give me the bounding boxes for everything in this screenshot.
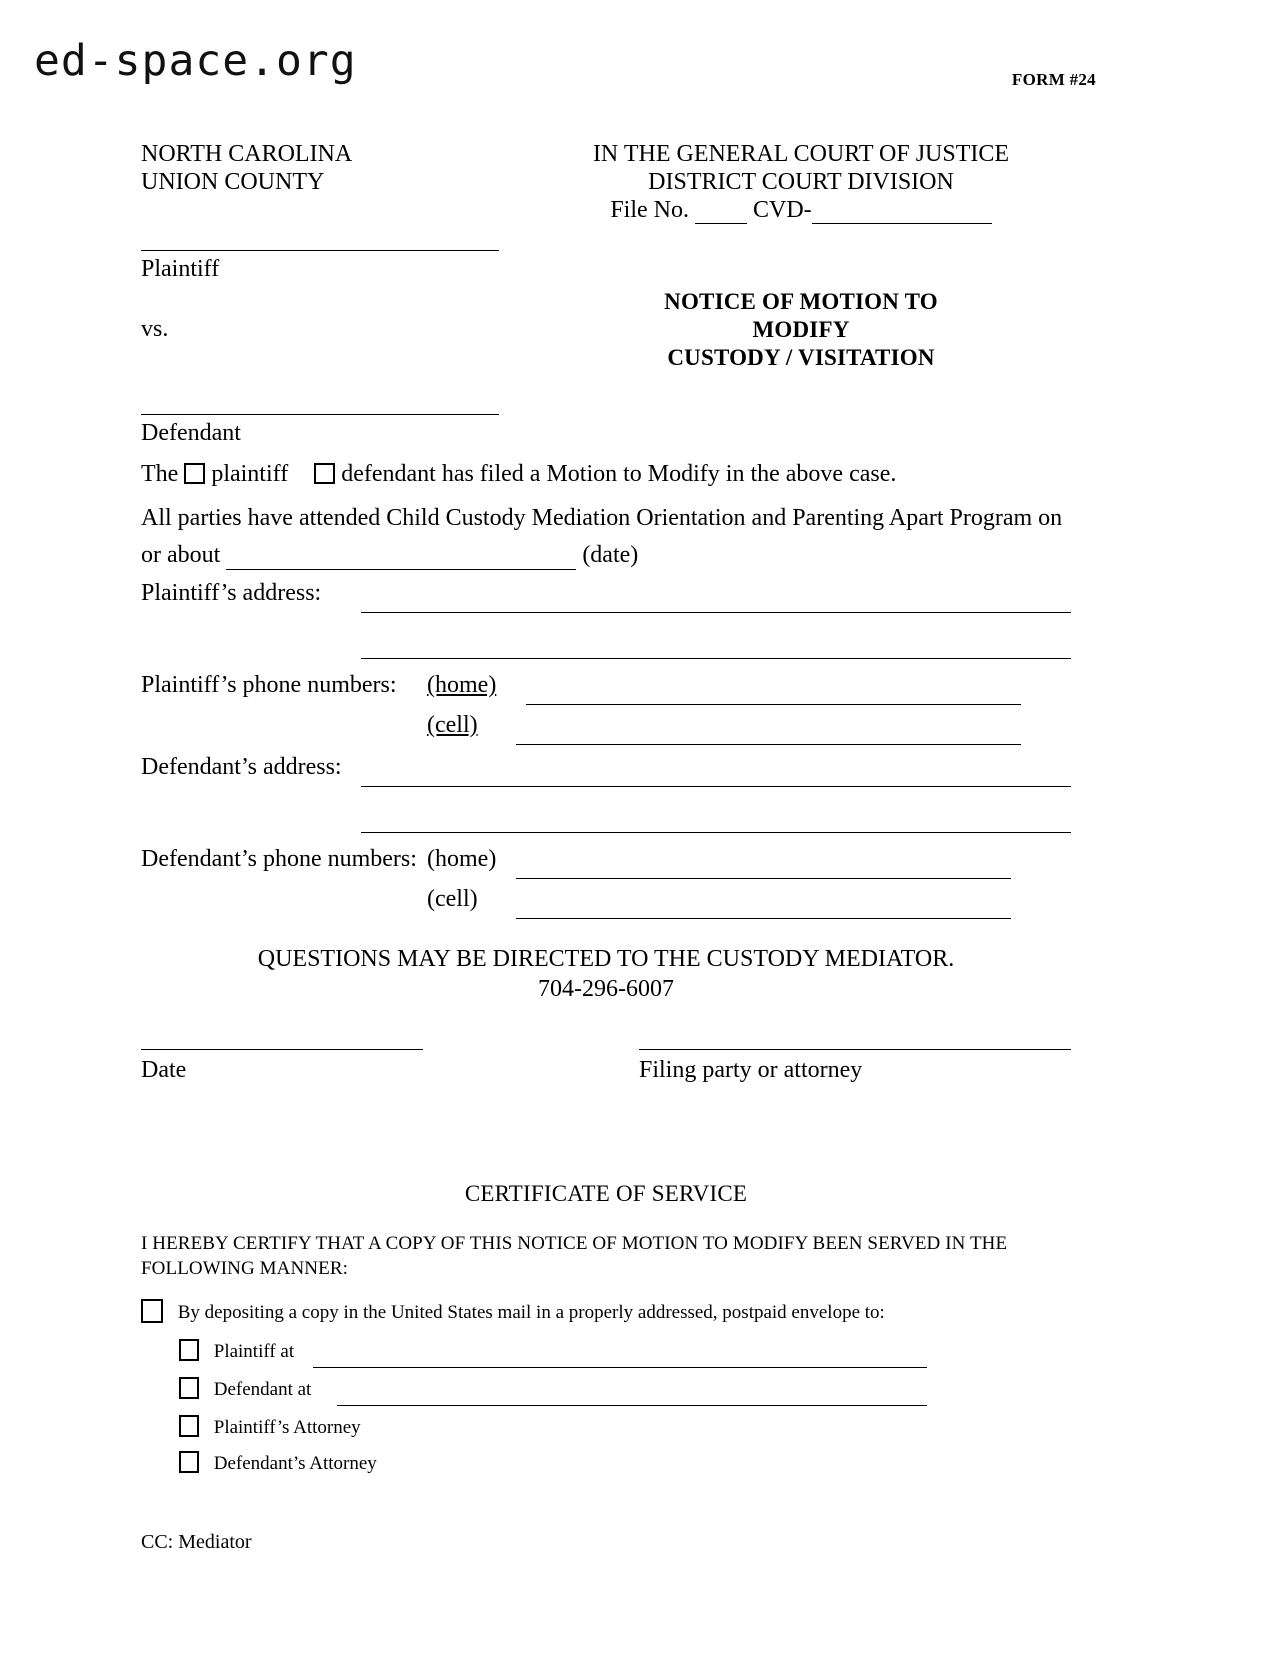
title-line-3: CUSTODY / VISITATION <box>667 345 935 370</box>
plaintiff-attorney-label: Plaintiff’s Attorney <box>213 1417 361 1438</box>
certificate-statement-line-1: I HEREBY CERTIFY THAT A COPY OF THIS NOTICE OF MOTION TO MODIFY BEEN SERVED IN THE <box>141 1233 1008 1254</box>
filing-party-rule[interactable] <box>639 1049 1071 1050</box>
plaintiff-address-row <box>141 580 1071 626</box>
defendant-cell-label: (cell) <box>427 886 478 912</box>
recipient-row-plaintiff <box>179 1339 1071 1377</box>
defendant-home-phone-blank[interactable] <box>516 878 1011 879</box>
court-line-1: IN THE GENERAL COURT OF JUSTICE <box>592 141 1010 167</box>
date-hint-label: (date) <box>582 542 639 568</box>
mediation-paragraph-line-1: All parties have attended Child Custody Mediation Orientation and Parenting Apart Program on <box>141 505 1063 531</box>
plaintiff-cell-phone-blank[interactable] <box>516 744 1021 745</box>
defendant-address-line-1[interactable] <box>361 786 1071 787</box>
defendant-attorney-label: Defendant’s Attorney <box>213 1453 377 1474</box>
motion-option-plaintiff: plaintiff <box>211 461 289 487</box>
defendant-recipient-checkbox[interactable] <box>179 1377 199 1399</box>
mediator-phone: 704-296-6007 <box>538 976 674 1002</box>
plaintiff-attorney-checkbox[interactable] <box>179 1415 199 1437</box>
defendant-cell-phone-blank[interactable] <box>516 918 1011 919</box>
file-no-prefix: CVD- <box>753 197 812 223</box>
plaintiff-phone-home-row <box>141 672 1071 712</box>
plaintiff-home-phone-blank[interactable] <box>526 704 1021 705</box>
caption-left <box>141 140 352 196</box>
mediation-date-line <box>141 540 1071 570</box>
mediation-date-blank[interactable] <box>226 548 576 570</box>
mail-option-checkbox[interactable] <box>141 1299 163 1323</box>
state-label: NORTH CAROLINA <box>141 141 353 167</box>
title-line-1: NOTICE OF MOTION TO <box>664 289 938 314</box>
signature-block <box>141 1049 1071 1119</box>
defendant-address-line-2[interactable] <box>361 832 1071 833</box>
file-number-row <box>531 196 1071 224</box>
date-signature-rule[interactable] <box>141 1049 423 1050</box>
defendant-recipient-label: Defendant at <box>213 1379 312 1400</box>
certificate-statement <box>141 1231 1071 1281</box>
plaintiff-address-line-1[interactable] <box>361 612 1071 613</box>
defendant-phone-cell-row <box>141 886 1071 930</box>
defendant-address-row-2 <box>141 800 1071 846</box>
defendant-phone-label: Defendant’s phone numbers: <box>141 846 417 872</box>
plaintiff-label: Plaintiff <box>141 256 220 282</box>
form-content <box>141 140 1071 1554</box>
defendant-phone-home-row <box>141 846 1071 886</box>
certificate-statement-line-2: FOLLOWING MANNER: <box>141 1258 348 1279</box>
defendant-attorney-checkbox[interactable] <box>179 1451 199 1473</box>
recipient-row-defendant-attorney <box>179 1451 1071 1487</box>
file-no-label: File No. <box>610 197 689 223</box>
caption-block <box>141 140 1071 240</box>
mail-option-label: By depositing a copy in the United States mail in a properly addressed, postpaid envelope to: <box>177 1302 885 1323</box>
motion-prefix: The <box>141 461 179 487</box>
court-line-2: DISTRICT COURT DIVISION <box>648 169 954 195</box>
title-line-2: MODIFY <box>752 317 850 342</box>
plaintiff-address-line-2[interactable] <box>361 658 1071 659</box>
form-number-label: FORM #24 <box>1011 70 1096 89</box>
cc-line: CC: Mediator <box>141 1531 252 1553</box>
defendant-checkbox[interactable] <box>314 463 335 484</box>
motion-suffix: has filed a Motion to Modify in the above case. <box>441 461 897 487</box>
certificate-title: CERTIFICATE OF SERVICE <box>464 1181 748 1206</box>
plaintiff-phone-label: Plaintiff’s phone numbers: <box>141 672 397 698</box>
plaintiff-checkbox[interactable] <box>184 463 205 484</box>
mail-option-row <box>141 1299 1071 1339</box>
defendant-address-row <box>141 754 1071 800</box>
defendant-name-rule[interactable] <box>141 414 499 415</box>
plaintiff-phone-cell-row <box>141 712 1071 754</box>
plaintiff-name-rule[interactable] <box>141 250 499 251</box>
recipient-row-defendant <box>179 1377 1071 1415</box>
plaintiff-recipient-label: Plaintiff at <box>213 1341 295 1362</box>
plaintiff-home-label: (home) <box>427 672 497 698</box>
caption-right <box>531 140 1071 224</box>
or-about-label: or about <box>141 542 221 568</box>
plaintiff-address-row-2 <box>141 626 1071 672</box>
plaintiff-recipient-checkbox[interactable] <box>179 1339 199 1361</box>
county-label: UNION COUNTY <box>141 169 325 195</box>
versus-label: vs. <box>141 316 169 342</box>
defendant-address-label: Defendant’s address: <box>141 754 342 780</box>
plaintiff-address-label: Plaintiff’s address: <box>141 580 322 606</box>
mediator-notice <box>141 944 1071 1004</box>
party-block <box>141 246 1071 451</box>
plaintiff-recipient-blank[interactable] <box>313 1367 927 1368</box>
motion-option-defendant: defendant <box>341 461 436 487</box>
document-title <box>531 288 1071 372</box>
mediator-notice-text: QUESTIONS MAY BE DIRECTED TO THE CUSTODY MEDIATOR. <box>257 946 955 972</box>
motion-filed-line <box>141 459 1071 489</box>
plaintiff-cell-label: (cell) <box>427 712 478 738</box>
file-no-blank-b[interactable] <box>812 201 992 224</box>
defendant-home-label: (home) <box>427 846 497 872</box>
site-watermark: ed-space.org <box>34 36 357 86</box>
defendant-recipient-blank[interactable] <box>337 1405 927 1406</box>
file-no-blank-a[interactable] <box>695 201 747 224</box>
defendant-label: Defendant <box>141 420 241 446</box>
date-label: Date <box>141 1057 187 1083</box>
recipient-row-plaintiff-attorney <box>179 1415 1071 1451</box>
filing-party-label: Filing party or attorney <box>639 1057 863 1083</box>
